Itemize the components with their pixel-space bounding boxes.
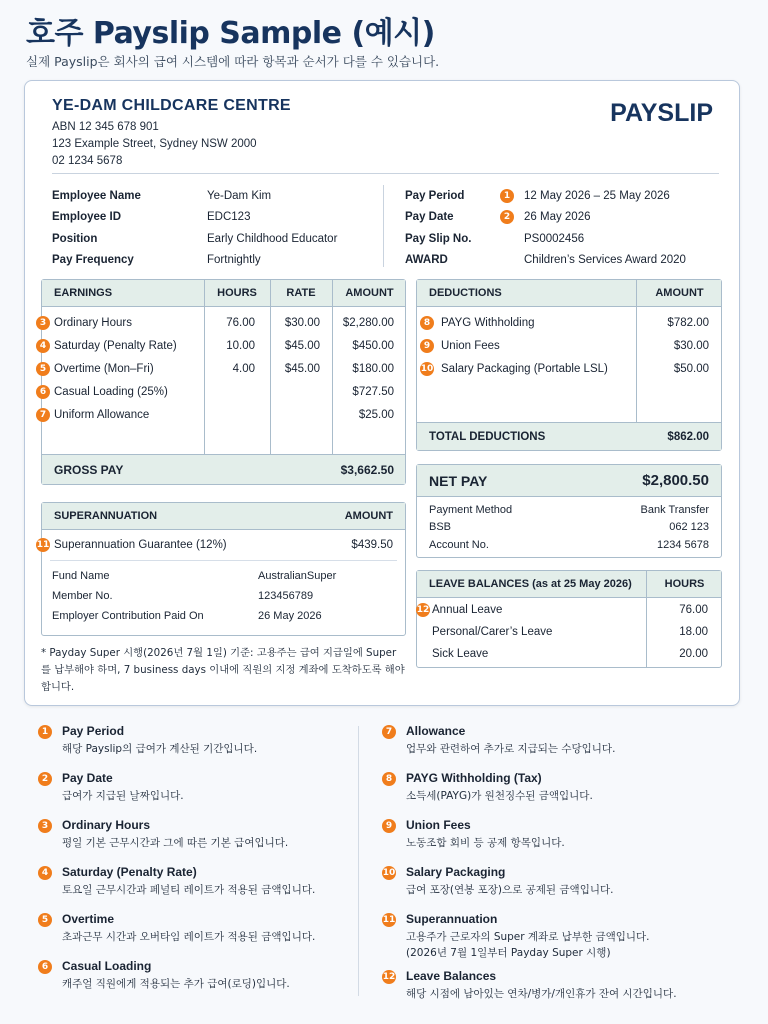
payment-value: Bank Transfer [640, 503, 709, 516]
earning-rate: $45.00 [284, 363, 320, 375]
super-col-head: SUPERANNUATION [54, 510, 158, 522]
net-pay-header [417, 465, 721, 497]
earnings-row [39, 381, 405, 403]
super-item: Superannuation Guarantee (12%) [54, 539, 227, 551]
employee-info [52, 185, 382, 271]
deductions-table [416, 279, 722, 451]
legend-item [38, 724, 358, 757]
deduction-row [417, 312, 721, 334]
info-row [405, 185, 725, 207]
detail-label: Employer Contribution Paid On [52, 610, 204, 622]
legend-title: Pay Period [62, 724, 125, 738]
detail-value: 26 May 2026 [258, 610, 322, 622]
leave-row [417, 599, 721, 621]
leave-balances-table [416, 570, 722, 668]
deductions-col-head: DEDUCTIONS [429, 287, 502, 299]
net-pay-label: NET PAY [429, 472, 488, 489]
leave-hours: 18.00 [679, 626, 708, 638]
company-address: 123 Example Street, Sydney NSW 2000 [52, 138, 257, 150]
leave-col-head: LEAVE BALANCES (as at 25 May 2026) [429, 578, 632, 590]
number-badge: 11 [382, 915, 396, 925]
info-row [52, 207, 382, 229]
leave-row [417, 643, 721, 665]
legend-desc: 캐주얼 직원에게 적용되는 추가 급여(로딩)입니다. [62, 978, 290, 990]
deduction-row [417, 358, 721, 380]
info-value: Early Childhood Educator [207, 232, 338, 245]
number-badge: 4 [38, 866, 52, 880]
legend-title: Salary Packaging [406, 865, 506, 879]
earning-item: Saturday (Penalty Rate) [54, 340, 177, 352]
net-pay-box [416, 464, 722, 558]
number-badge: 2 [500, 210, 514, 224]
payment-row [417, 519, 721, 537]
divider [358, 726, 359, 996]
earnings-row [39, 404, 405, 426]
number-badge: 8 [382, 772, 396, 786]
info-value: EDC123 [207, 211, 251, 224]
legend-item [382, 865, 752, 898]
earning-hours: 76.00 [226, 317, 255, 329]
legend-item [38, 912, 358, 945]
amount-col-head: AMOUNT [345, 287, 394, 299]
company-block [52, 97, 291, 168]
super-detail-row [52, 566, 405, 586]
amount-col-head: AMOUNT [344, 510, 393, 522]
legend-title: Overtime [62, 912, 115, 926]
payslip-heading: PAYSLIP [610, 99, 713, 127]
number-badge: 12 [382, 972, 396, 982]
company-name: YE-DAM CHILDCARE CENTRE [52, 97, 291, 114]
legend-left [38, 724, 358, 1006]
earning-item: Uniform Allowance [54, 409, 150, 421]
legend-desc: 업무와 관련하여 추가로 지급되는 수당입니다. [406, 743, 616, 755]
info-label: Employee ID [52, 211, 122, 224]
number-badge: 1 [38, 725, 52, 739]
legend-item [382, 818, 752, 851]
info-value: Children’s Services Award 2020 [524, 254, 686, 267]
number-badge: 10 [420, 364, 434, 374]
super-detail-row [52, 586, 405, 606]
number-badge: 5 [38, 913, 52, 927]
legend-title: Pay Date [62, 771, 113, 785]
info-row [405, 207, 725, 229]
legend-desc: 급여 포장(연봉 포장)으로 공제된 금액입니다. [406, 884, 614, 896]
info-label: Employee Name [52, 189, 141, 202]
earnings-col-head: EARNINGS [54, 287, 113, 299]
earnings-table [41, 279, 406, 485]
earning-hours: 10.00 [226, 340, 255, 352]
deduction-amount: $30.00 [673, 340, 709, 352]
legend-desc: 급여가 지급된 날짜입니다. [62, 790, 184, 802]
number-badge: 5 [36, 362, 50, 376]
payment-label: Account No. [429, 538, 489, 551]
payment-row [417, 536, 721, 554]
legend-item [382, 912, 752, 961]
detail-value: AustralianSuper [258, 570, 337, 582]
payment-label: BSB [429, 521, 452, 534]
info-value: Fortnightly [207, 254, 261, 267]
earning-amount: $180.00 [352, 363, 394, 375]
payment-value: 062 123 [669, 521, 709, 534]
gross-pay-label: GROSS PAY [54, 462, 124, 477]
deduction-amount: $782.00 [667, 317, 709, 329]
amount-col-head: AMOUNT [655, 287, 704, 299]
total-deductions-label: TOTAL DEDUCTIONS [429, 430, 546, 443]
legend-desc: 초과근무 시간과 오버타임 레이트가 적용된 금액입니다. [62, 931, 316, 943]
legend-title: Casual Loading [62, 959, 152, 973]
super-row [36, 530, 405, 560]
number-badge: 1 [500, 189, 514, 203]
legend-item [38, 771, 358, 804]
hours-col-head: HOURS [664, 578, 705, 590]
legend-title: Union Fees [406, 818, 471, 832]
rate-col-head: RATE [286, 287, 316, 299]
info-label: Pay Date [405, 211, 454, 224]
info-row [52, 228, 382, 250]
number-badge: 4 [36, 339, 50, 353]
gross-pay-value: $3,662.50 [340, 462, 394, 477]
earning-amount: $727.50 [352, 386, 394, 398]
number-badge: 2 [38, 772, 52, 786]
legend-item [38, 818, 358, 851]
divider [383, 185, 384, 267]
number-badge: 11 [36, 540, 50, 550]
leave-item: Sick Leave [432, 648, 489, 660]
leave-item: Annual Leave [432, 604, 503, 616]
leave-hours: 20.00 [679, 648, 708, 660]
legend-desc: 평일 기본 근무시간과 그에 따른 기본 급여입니다. [62, 837, 289, 849]
info-value: 12 May 2026 – 25 May 2026 [524, 189, 670, 202]
legend-title: Leave Balances [406, 969, 497, 983]
info-value: Ye-Dam Kim [207, 189, 272, 202]
payday-super-note: * Payday Super 시행(2026년 7월 1일) 기준: 고용주는 급여 지급일에 Super를 납부해야 하며, 7 business days 이내에 직원의 지정 계좌에 도착하도록 해야 합니다. [41, 647, 405, 693]
number-badge: 7 [36, 408, 50, 422]
deduction-amount: $50.00 [673, 363, 709, 375]
detail-label: Member No. [52, 590, 113, 602]
leave-item: Personal/Carer’s Leave [432, 626, 553, 638]
info-label: Pay Slip No. [405, 232, 472, 245]
number-badge: 6 [36, 385, 50, 399]
payment-value: 1234 5678 [657, 538, 709, 551]
info-row [52, 185, 382, 207]
leave-hours: 76.00 [679, 604, 708, 616]
super-amount: $439.50 [351, 539, 393, 551]
deduction-item: PAYG Withholding [441, 317, 535, 329]
divider [52, 173, 719, 174]
info-row [52, 250, 382, 272]
info-row [405, 228, 725, 250]
company-abn: ABN 12 345 678 901 [52, 121, 159, 133]
earning-item: Casual Loading (25%) [54, 386, 168, 398]
info-label: Position [52, 232, 98, 245]
legend-item [38, 865, 358, 898]
legend-title: Allowance [406, 724, 466, 738]
legend-title: PAYG Withholding (Tax) [406, 771, 542, 785]
deduction-item: Salary Packaging (Portable LSL) [441, 363, 608, 375]
company-phone: 02 1234 5678 [52, 155, 123, 167]
pay-info [405, 185, 725, 271]
page-subtitle: 실제 Payslip은 회사의 급여 시스템에 따라 항목과 순서가 다를 수 있습니다. [26, 54, 440, 69]
earnings-header [42, 280, 405, 307]
number-badge: 3 [38, 819, 52, 833]
info-row [405, 250, 725, 272]
legend-desc: 소득세(PAYG)가 원천징수된 금액입니다. [406, 790, 593, 802]
number-badge: 9 [420, 339, 434, 353]
legend-item [382, 969, 752, 1002]
legend-desc: 노동조합 회비 등 공제 항목입니다. [406, 837, 565, 849]
deduction-row [417, 335, 721, 357]
number-badge: 3 [36, 316, 50, 330]
earnings-row [39, 358, 405, 380]
deduction-item: Union Fees [441, 340, 500, 352]
earnings-row [39, 312, 405, 334]
number-badge: 9 [382, 819, 396, 833]
total-deductions-row [417, 422, 721, 450]
legend-title: Saturday (Penalty Rate) [62, 865, 197, 879]
legend-desc: (2026년 7월 1일부터 Payday Super 시행) [406, 947, 611, 959]
earning-hours: 4.00 [232, 363, 255, 375]
super-header [42, 503, 405, 530]
legend-item [382, 771, 752, 804]
total-deductions-value: $862.00 [667, 430, 709, 443]
detail-label: Fund Name [52, 570, 110, 582]
legend-right [382, 724, 752, 1016]
earning-item: Overtime (Mon–Fri) [54, 363, 154, 375]
info-label: AWARD [405, 254, 448, 267]
legend-title: Superannuation [406, 912, 498, 926]
gross-pay-row [42, 454, 405, 484]
leave-row [417, 621, 721, 643]
info-label: Pay Frequency [52, 254, 134, 267]
info-value: PS0002456 [524, 232, 585, 245]
superannuation-table [36, 502, 406, 636]
legend-desc: 토요일 근무시간과 페널티 레이트가 적용된 금액입니다. [62, 884, 316, 896]
earning-amount: $450.00 [352, 340, 394, 352]
number-badge: 7 [382, 725, 396, 739]
payment-label: Payment Method [429, 503, 513, 516]
info-value: 26 May 2026 [524, 211, 591, 224]
detail-value: 123456789 [258, 590, 314, 602]
earning-amount: $2,280.00 [342, 317, 394, 329]
page-title: 호주 Payslip Sample (예시) [26, 16, 435, 51]
leave-header [417, 571, 721, 598]
payment-row [417, 501, 721, 519]
legend-desc: 해당 시점에 남아있는 연차/병가/개인휴가 잔여 시간입니다. [406, 988, 677, 1000]
legend-desc: 해당 Payslip의 급여가 계산된 기간입니다. [62, 743, 258, 755]
payslip-card [24, 80, 740, 706]
net-pay-value: $2,800.50 [642, 472, 709, 489]
earnings-row [39, 335, 405, 357]
number-badge: 8 [420, 316, 434, 330]
legend-item [382, 724, 752, 757]
earning-item: Ordinary Hours [54, 317, 132, 329]
legend-title: Ordinary Hours [62, 818, 151, 832]
earning-amount: $25.00 [358, 409, 394, 421]
legend-desc: 고용주가 근로자의 Super 계좌로 납부한 금액입니다. [406, 931, 650, 943]
number-badge: 12 [416, 605, 430, 615]
super-detail-row [52, 606, 405, 626]
legend-item [38, 959, 358, 992]
info-label: Pay Period [405, 189, 465, 202]
deductions-header [417, 280, 721, 307]
earning-rate: $45.00 [284, 340, 320, 352]
hours-col-head: HOURS [217, 287, 257, 299]
number-badge: 10 [382, 868, 396, 878]
number-badge: 6 [38, 960, 52, 974]
earning-rate: $30.00 [284, 317, 320, 329]
